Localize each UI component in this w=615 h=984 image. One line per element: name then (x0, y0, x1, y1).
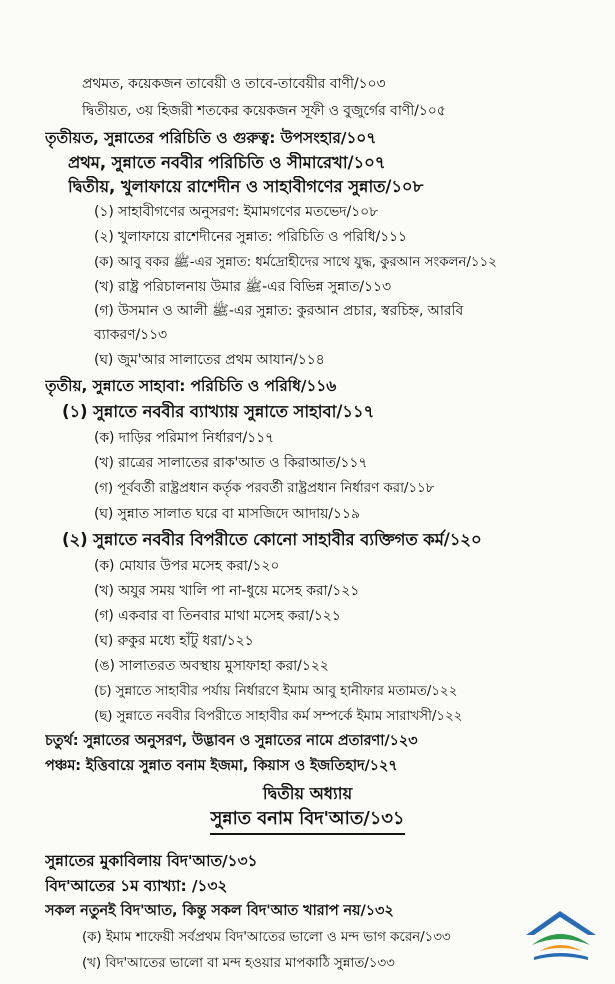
toc-line: (গ) পূর্ববর্তী রাষ্ট্রপ্রধান কর্তৃক পরবর্তী রাষ্ট্রপ্রধান নির্ধারণ করা/১১৮ (94, 480, 435, 496)
toc-heading: (২) সুন্নাতে নববীর বিপরীতে কোনো সাহাবীর ব্যক্তিগত কর্ম/১২০ (62, 530, 482, 549)
toc-line: (ক) ইমাম শাফেয়ী সর্বপ্রথম বিদ'আতের ভালো ও মন্দ ভাগ করেন/১৩৩ (82, 929, 451, 945)
toc-line: (১) সাহাবীগণের অনুসরণ: ইমামগণের মতভেদ/১০৮ (94, 204, 379, 220)
toc-heading: পঞ্চম: ইত্তিবায়ে সুন্নাত বনাম ইজমা, কিয়াস ও ইজতিহাদ/১২৭ (45, 758, 398, 774)
toc-line: দ্বিতীয়ত, ৩য় হিজরী শতকের কয়েকজন সূফী ও বুজুর্গের বাণী/১০৫ (82, 103, 446, 119)
toc-heading: তৃতীয়, সুন্নাতে সাহাবা: পরিচিতি ও পরিধি/১১৬ (45, 377, 337, 395)
chapter-title: সুন্নাত বনাম বিদ'আত/১৩১ (210, 808, 405, 829)
toc-heading: তৃতীয়ত, সুন্নাতের পরিচিতি ও গুরুত্ব: উপসংহার/১০৭ (45, 129, 377, 147)
toc-line: (গ) একবার বা তিনবার মাথা মসেহ করা/১২১ (94, 608, 341, 624)
toc-line: (ঙ) সালাতরত অবস্থায় মুসাফাহা করা/১২২ (94, 658, 329, 674)
toc-heading: বিদ'আতের ১ম ব্যাখ্যা: /১৩২ (45, 877, 228, 895)
toc-line: ব্যাকরণ/১১৩ (94, 327, 168, 343)
chapter-label: দ্বিতীয় অধ্যায় (262, 784, 353, 803)
toc-line: প্রথমত, কয়েকজন তাবেয়ী ও তাবে-তাবেয়ীর বাণী/১০৩ (82, 76, 386, 92)
publisher-logo-icon (520, 905, 602, 965)
toc-line: (ক) আবু বকর ﷺ-এর সুন্নাত: ধর্মদ্রোহীদের সাথে যুদ্ধ, কুরআন সংকলন/১১২ (94, 254, 497, 270)
toc-line: (খ) রাত্রের সালাতের রাক'আত ও কিরাআত/১১৭ (94, 455, 368, 471)
toc-line: (ক) মোযার উপর মসেহ করা/১২০ (94, 558, 280, 574)
toc-line: (ঘ) সুন্নাত সালাত ঘরে বা মাসজিদে আদায়/১১৯ (94, 506, 360, 522)
toc-line: (খ) অযুর সময় খালি পা না-ধুয়ে মসেহ করা/১২১ (94, 583, 360, 599)
toc-heading: প্রথম, সুন্নাতে নববীর পরিচিতি ও সীমারেখা/১০৭ (68, 153, 386, 172)
toc-heading: সকল নতুনই বিদ'আত, কিন্তু সকল বিদ'আত খারাপ নয়/১৩২ (45, 903, 394, 919)
toc-heading: চতুর্থ: সুন্নাতের অনুসরণ, উদ্ভাবন ও সুন্নাতের নামে প্রতারণা/১২৩ (45, 733, 418, 749)
toc-line: (ঘ) রুকুর মধ্যে হাঁটু ধরা/১২১ (94, 633, 254, 649)
toc-line: (ছ) সুন্নাতে নববীর বিপরীতে সাহাবীর কর্ম সম্পর্কে ইমাম সারাখসী/১২২ (94, 708, 463, 724)
toc-line: (ঘ) জুম'আর সালাতের প্রথম আযান/১১৪ (94, 352, 325, 368)
toc-line: (২) খুলাফায়ে রাশেদীনের সুন্নাত: পরিচিতি ও পরিধি/১১১ (94, 229, 408, 245)
toc-line: (গ) উসমান ও আলী ﷺ-এর সুন্নাত: কুরআন প্রচার, স্বরচিহ্ন, আরবি (94, 303, 464, 319)
toc-line: (ক) দাড়ির পরিমাপ নির্ধারণ/১১৭ (94, 430, 275, 446)
chapter-title-underline (210, 833, 405, 835)
toc-line: (খ) বিদ'আতের ভালো বা মন্দ হওয়ার মাপকাঠি সুন্নাত/১৩৩ (82, 955, 395, 971)
toc-heading: সুন্নাতের মুকাবিলায় বিদ'আত/১৩১ (45, 852, 258, 870)
toc-heading: (১) সুন্নাতে নববীর ব্যাখ্যায় সুন্নাতে সাহাবা/১১৭ (62, 402, 375, 421)
toc-line: (খ) রাষ্ট্র পরিচালনায় উমার ﷺ-এর বিভিন্ন সুন্নাত/১১৩ (94, 279, 392, 295)
toc-line: (চ) সুন্নাতে সাহাবীর পর্যায় নির্ধারণে ইমাম আবু হানীফার মতামত/১২২ (94, 683, 458, 699)
toc-heading: দ্বিতীয়, খুলাফায়ে রাশেদীন ও সাহাবীগণের সুন্নাত/১০৮ (68, 177, 424, 196)
